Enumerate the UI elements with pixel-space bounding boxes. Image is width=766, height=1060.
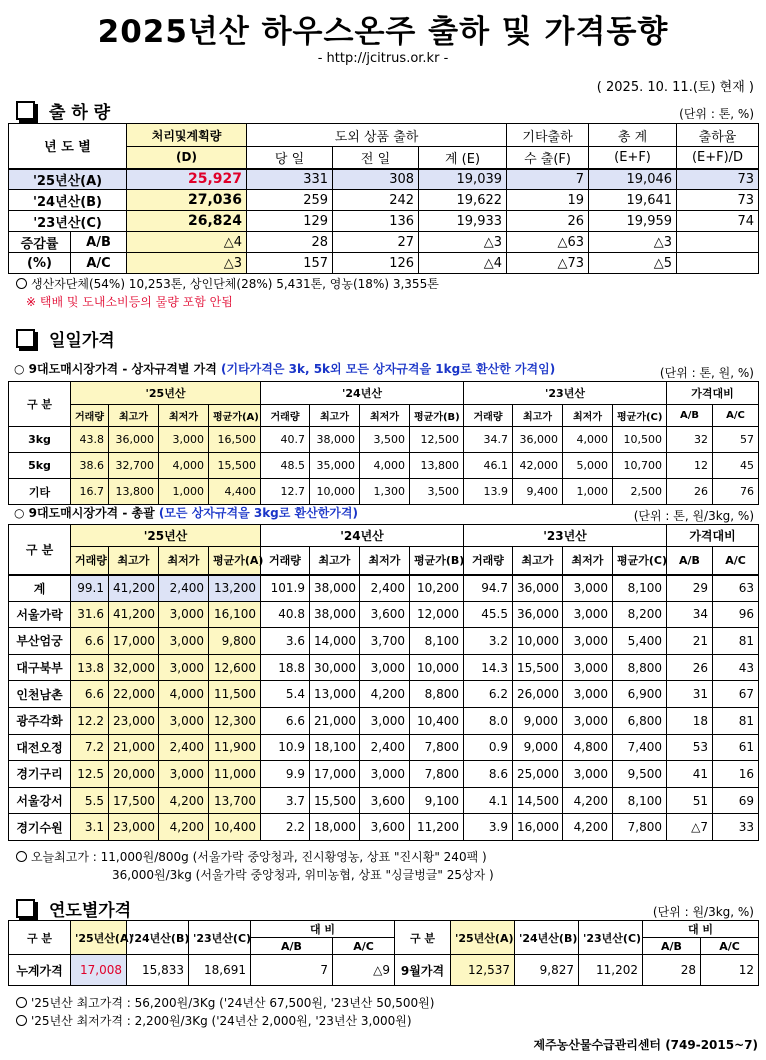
daily-section-title: 일일가격 <box>16 326 115 351</box>
shipment-unit: (단위 : 톤, %) <box>679 107 754 121</box>
yearly-section-title: 연도별가격 <box>16 896 131 921</box>
circle-bullet-icon <box>16 997 27 1008</box>
yearly-note-1: '25년산 최고가격 : 56,200원/3Kg ('24년산 67,500원, '23년산 50,500원) <box>16 994 434 1011</box>
table-row: 계 99.1 41,200 2,400 13,200 101.9 38,000 2,400 10,200 94.7 36,000 3,000 8,100 29 63 <box>9 575 759 602</box>
table-row: '25년산(A) 25,927 331 308 19,039 7 19,046 73 <box>9 169 759 190</box>
table-row: 대구북부 13.8 32,000 3,000 12,600 18.8 30,000 3,000 10,000 14.3 15,500 3,000 8,800 26 43 <box>9 654 759 681</box>
table-row: '23년산(C) 26,824 129 136 19,933 26 19,959 74 <box>9 211 759 232</box>
table-row: 증감률 A/B △4 28 27 △3 △63 △3 <box>9 232 759 253</box>
yearly-unit: (단위 : 원/3kg, %) <box>652 905 754 919</box>
circle-bullet-icon <box>16 278 27 289</box>
shipment-table <box>8 123 759 274</box>
table-row: 서울강서 5.5 17,500 4,200 13,700 3.7 15,500 3,600 9,100 4.1 14,500 4,200 8,100 51 69 <box>9 787 759 814</box>
shipment-section-title: 출 하 량 <box>16 98 110 123</box>
col-grand: 총 계 <box>589 124 677 147</box>
table-row: 5kg 38.6 32,700 4,000 15,500 48.5 35,000 4,000 13,800 46.1 42,000 5,000 10,700 12 45 <box>9 453 759 479</box>
footer-agency: 제주농산물수급관리센터 (749-2015~7) <box>533 1038 758 1052</box>
site-url[interactable]: - http://jcitrus.or.kr - <box>317 51 449 66</box>
circle-bullet-icon <box>16 851 27 862</box>
col-outside: 도외 상품 출하 <box>247 124 507 147</box>
shipment-note-1: 생산자단체(54%) 10,253톤, 상인단체(28%) 5,431톤, 영농(18%) 3,355톤 <box>16 275 439 292</box>
shipment-note-2: ※ 택배 및 도내소비등의 물량 포함 안됨 <box>26 295 233 309</box>
yearly-price-table: 구 분 '25년산(A) '24년산(B) '23년산(C) 대 비 구 분 '25년산(A) '24년산(B) '23년산(C) 대 비 A/B A/C A/B A/C 누계가격 17,008 15,833 18,691 7 △9 9월가격 12,537 9,827 11,202 28 12 <box>8 920 759 986</box>
col-other-sub: 수 출(F) <box>507 147 589 169</box>
yearly-note-2: '25년산 최저가격 : 2,200원/3Kg ('24년산 2,000원, '23년산 3,000원) <box>16 1012 412 1029</box>
table-row: 부산엄궁 6.6 17,000 3,000 9,800 3.6 14,000 3,700 8,100 3.2 10,000 3,000 5,400 21 81 <box>9 628 759 655</box>
daily-note-2: 36,000원/3kg (서울가락 중앙청과, 위미농협, 상표 "싱글벙글" 25상자 ) <box>112 868 494 882</box>
table2-title: ○ 9대도매시장가격 - 총괄 (모든 상자규격을 3kg로 환산한가격) <box>14 506 358 520</box>
checkbox-square-icon <box>16 329 35 348</box>
col-rate-sub: (E+F)/D <box>677 147 759 169</box>
table-row: (%) A/C △3 157 126 △4 △73 △5 <box>9 253 759 274</box>
table-row: 경기구리 12.5 20,000 3,000 11,000 9.9 17,000 3,000 7,800 8.6 25,000 3,000 9,500 41 16 <box>9 761 759 788</box>
box-spec-price-table: 구 분 '25년산 '24년산 '23년산 가격대비 거래량 최고가 최저가 평균가(A) 거래량 최고가 최저가 평균가(B) 거래량 최고가 최저가 평균가(C) A/B A/C 3kg 43.8 36,000 3,000 16,500 40.7 38,000 3,500 12,500 34.7 36,000 4,000 10,500 32 57 5kg 38.6 32,700 4,000 15,500 48.5 35,000 4,000 13,800 46.1 42,000 5,000 10,700 12 45 기타 16.7 13,800 1,000 4,400 12.7 10,000 1,300 3,500 13.9 9,400 1,000 2,500 26 76 <box>8 381 759 505</box>
table2-unit: (단위 : 톤, 원/3kg, %) <box>633 509 754 523</box>
col-prev-day: 전 일 <box>333 147 419 169</box>
checkbox-square-icon <box>16 101 35 120</box>
col-total-e: 계 (E) <box>419 147 507 169</box>
table-row: '24년산(B) 27,036 259 242 19,622 19 19,641 73 <box>9 190 759 211</box>
col-other: 기타출하 <box>507 124 589 147</box>
table-row: 기타 16.7 13,800 1,000 4,400 12.7 10,000 1,300 3,500 13.9 9,400 1,000 2,500 26 76 <box>9 479 759 505</box>
col-rate: 출하율 <box>677 124 759 147</box>
table1-title: ○ 9대도매시장가격 - 상자규격별 가격 (기타가격은 3k, 5k외 모든 상자규격을 1kg로 환산한 가격임) <box>14 362 556 376</box>
checkbox-square-icon <box>16 899 35 918</box>
table-row: 광주각화 12.2 23,000 3,000 12,300 6.6 21,000 3,000 10,400 8.0 9,000 3,000 6,800 18 81 <box>9 707 759 734</box>
table-row: 대전오정 7.2 21,000 2,400 11,900 10.9 18,100 2,400 7,800 0.9 9,000 4,800 7,400 53 61 <box>9 734 759 761</box>
table-row: 경기수원 3.1 23,000 4,200 10,400 2.2 18,000 3,600 11,200 3.9 16,000 4,200 7,800 △7 33 <box>9 814 759 841</box>
table1-unit: (단위 : 톤, 원, %) <box>659 366 754 380</box>
table-row: 인천남촌 6.6 22,000 4,000 11,500 5.4 13,000 4,200 8,800 6.2 26,000 3,000 6,900 31 67 <box>9 681 759 708</box>
market-summary-table: 구 분 '25년산 '24년산 '23년산 가격대비 거래량 최고가 최저가 평균가(A) 거래량 최고가 최저가 평균가(B) 거래량 최고가 최저가 평균가(C) A/B A/C 계 99.1 41,200 2,400 13,200 101.9 38,000 2,400 10,200 94.7 36,000 3,000 8,100 29 63 서울가락 31.6 41,200 3,000 16,100 40.8 38,000 3,600 12,000 45.5 36,000 3,000 8,200 34 96 부산엄궁 6.6 17,000 3,000 9,800 3.6 14,000 3,700 8,100 3.2 10,000 3,000 5,400 21 81 대구북부 13.8 32,000 3,000 12,600 18.8 30,000 3,000 10,000 14.3 15,500 3,000 8,800 26 43 인천남촌 6.6 22,000 4,000 11,500 5.4 13,000 4,200 8,800 6.2 26,000 3,000 6,900 31 67 광주각화 12.2 23,000 3,000 12,300 6.6 21,000 3,000 10,400 8.0 9,000 3,000 6,800 18 81 대전오정 7.2 21,000 2,400 11,900 10.9 18,100 2,400 7,800 0.9 9,000 4,800 7,400 53 61 경기구리 12.5 20,000 3,000 11,000 9.9 17,000 3,000 7,800 8.6 25,000 3,000 9,500 41 16 서울강서 5.5 17,500 4,200 13,700 3.7 15,500 3,600 9,100 4.1 14,500 4,200 8,100 51 69 경기수원 3.1 23,000 4,200 10,400 2.2 18,000 3,600 11,200 3.9 16,000 4,200 7,800 △7 33 <box>8 524 759 841</box>
table-row: 서울가락 31.6 41,200 3,000 16,100 40.8 38,000 3,600 12,000 45.5 36,000 3,000 8,200 34 96 <box>9 601 759 628</box>
col-processing-sub: (D) <box>127 147 247 169</box>
table-row: 누계가격 17,008 15,833 18,691 7 △9 9월가격 12,537 9,827 11,202 28 12 <box>9 955 759 986</box>
table-row: 3kg 43.8 36,000 3,000 16,500 40.7 38,000 3,500 12,500 34.7 36,000 4,000 10,500 32 57 <box>9 427 759 453</box>
col-today: 당 일 <box>247 147 333 169</box>
report-date: ( 2025. 10. 11.(토) 현재 ) <box>596 80 754 95</box>
daily-note-1: 오늘최고가 : 11,000원/800g (서울가락 중앙청과, 진시황영농, 상표 "진시황" 240팩 ) <box>16 848 487 865</box>
col-year: 년 도 별 <box>9 124 127 169</box>
circle-bullet-icon <box>16 1015 27 1026</box>
page-title: 2025년산 하우스온주 출하 및 가격동향 <box>97 14 669 50</box>
col-processing: 처리및계획량 <box>127 124 247 147</box>
col-grand-sub: (E+F) <box>589 147 677 169</box>
